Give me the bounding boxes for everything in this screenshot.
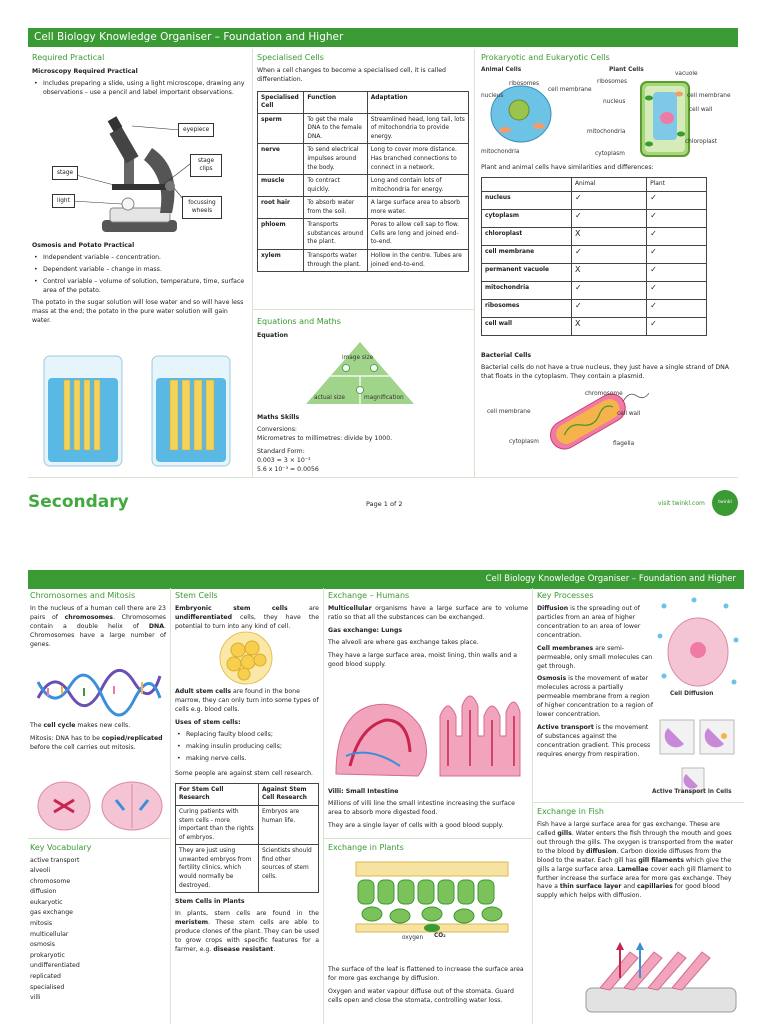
table-header: Adaptation (367, 91, 468, 113)
conversion-text: Micrometres to millimetres: divide by 1000. (257, 434, 393, 442)
table-cell: ribosomes (482, 299, 572, 317)
uses-title: Uses of stem cells: (175, 718, 241, 726)
column-divider (474, 49, 475, 477)
list-item: eukaryotic (30, 898, 63, 906)
label-co2: CO₂ (434, 933, 446, 939)
site-link[interactable]: visit twinkl.com (658, 500, 705, 507)
label-nucleus: nucleus (481, 93, 504, 99)
text-run: thin surface layer (559, 883, 622, 891)
section-heading: Prokaryotic and Eukaryotic Cells (481, 53, 610, 62)
text-run: are semi-permeable, only small molecules can get through. (537, 644, 653, 670)
microscopy-bullet: • Includes preparing a slide, using a light microscope, drawing any observations – use a pencil and label important observations. (32, 80, 247, 98)
table-cell: muscle (258, 175, 304, 197)
section-heading: Equations and Maths (257, 317, 341, 326)
triangle-top: image size (342, 355, 374, 361)
table-header: Plant (647, 177, 707, 191)
table-cell: chloroplast (482, 227, 572, 245)
table-cell: ✓ (572, 281, 647, 299)
alveoli-icon (330, 676, 526, 780)
mitosis-diagram (34, 776, 164, 834)
text-run: In plants, stem cells are found in the (175, 910, 319, 918)
bacterial-cells (481, 348, 738, 386)
specialised-cells-table (257, 91, 469, 273)
list-item: active transport (30, 856, 80, 864)
section-heading: Chromosomes and Mitosis (30, 591, 136, 600)
exchange-humans-section (328, 590, 528, 674)
triangle-right: magnification (364, 395, 404, 401)
text-run: makes new cells. (75, 722, 131, 729)
equation-label: Equation (257, 331, 288, 339)
label-stage-clips: stage clips (190, 154, 222, 177)
text-run: Lamellae (617, 865, 649, 873)
text-run: . Water enters the fish through the mouth and goes out through the gills. The oxygen is transported from the water to the blood by (537, 829, 734, 855)
table-row (258, 175, 469, 197)
text-run: Fish have a large surface area for gas exchange. These are called (537, 820, 720, 837)
label-chloroplast: chloroplast (685, 139, 717, 145)
list-item: specialised (30, 983, 65, 991)
dna-icon (34, 658, 164, 718)
list-item: diffusion (30, 888, 57, 896)
text-run: Embryonic stem cells (175, 604, 288, 612)
table-cell: To absorb water from the soil. (304, 197, 367, 219)
text-run: organisms have a large surface are to volume ratio so that all the substances can be exchanged. (328, 604, 528, 621)
table-cell: sperm (258, 113, 304, 144)
table-cell: mitochondria (482, 281, 572, 299)
list-item: replicated (30, 972, 61, 980)
text-run: DNA (148, 622, 165, 630)
active-transport-label: Active Transport in Cells (652, 789, 732, 795)
section-heading: Exchange – Humans (328, 591, 410, 600)
table-cell: Scientists should find other sources of stem cells. (258, 845, 318, 893)
table-cell: phloem (258, 219, 304, 250)
gill-diagram (580, 938, 740, 1022)
label-stage: stage (52, 166, 78, 180)
table-header: Against Stem Cell Research (258, 783, 318, 805)
column-divider (532, 588, 533, 1024)
text-run: copied/replicated (101, 734, 163, 742)
lungs-text: They have a large surface area, moist lining, thin walls and a good blood supply. (328, 651, 518, 668)
osmosis-bullet: • Control variable – volume of solution, temperature, time, surface area of the potato. (32, 278, 247, 296)
plant-cells-title: Plant Cells (609, 67, 644, 73)
osmosis-text: The potato in the sugar solution will lose water and so will have less mass at the end; the potato in the pure water solution will gain water. (32, 298, 244, 324)
maths-skills (257, 410, 469, 475)
text-run: before the cell carries out mitosis. (30, 743, 136, 751)
section-heading: Stem Cells (175, 591, 218, 600)
table-cell: ✓ (572, 191, 647, 209)
required-practical-section (32, 52, 247, 101)
table-cell: nucleus (482, 191, 572, 209)
text-run: gills (557, 829, 572, 837)
adult-stem-block (175, 688, 319, 959)
label-cell-membrane: cell membrane (687, 93, 731, 99)
text-run: capillaries (636, 883, 673, 891)
table-cell: ✓ (572, 299, 647, 317)
text-run: undifferentiated (175, 613, 233, 621)
section-divider (532, 802, 744, 803)
table-cell: To get the male DNA to the female DNA. (304, 113, 367, 144)
list-item: osmosis (30, 941, 55, 949)
chromosomes-section (30, 590, 166, 654)
text-run: disease resistant (213, 945, 274, 953)
table-cell: Streamlined head, long tail, lots of mitochondria to provide energy. (367, 113, 468, 144)
text-run: In the nucleus of a human cell there are 23 pairs of (30, 604, 166, 621)
section-heading: Specialised Cells (257, 53, 324, 62)
table-cell: ✓ (647, 191, 707, 209)
table-cell: To send electrical impulses around the body. (304, 144, 367, 175)
list-item: mitosis (30, 920, 53, 928)
table-row (258, 144, 469, 175)
text-run: Multicellular (328, 604, 372, 612)
text-run: Cell membranes (537, 644, 594, 652)
table-cell: nerve (258, 144, 304, 175)
villi-text: They are a single layer of cells with a good blood supply. (328, 821, 504, 829)
plants-text (175, 910, 319, 955)
bacterial-text: Bacterial cells do not have a true nucleus, they just have a single strand of DNA that floats in the cytoplasm. They contain a plasmid. (481, 363, 730, 380)
standard-form-line: 0.003 = 3 × 10⁻³ (257, 456, 311, 464)
list-item: • Replacing faulty blood cells; (175, 731, 319, 740)
standard-form-line: 5.6 x 10⁻³ = 0.0056 (257, 465, 319, 473)
beakers-diagram (40, 350, 240, 470)
section-divider (28, 838, 170, 839)
table-row (258, 113, 469, 144)
text-run: . Chromosomes have a large number of genes. (30, 622, 166, 648)
text-run: cover each gill filament to further increase the surface area for more gas exchange. They have a (537, 865, 732, 891)
table-cell: ✓ (647, 281, 707, 299)
column-divider (170, 588, 171, 1024)
table-cell: They are just using unwanted embryos from fertility clinics, which would normally be destroyed. (176, 845, 259, 893)
similarities-text: Plant and animal cells have similarities and differences: (481, 164, 654, 171)
villi-block (328, 784, 528, 835)
specialised-cells-section (257, 52, 469, 272)
section-heading: Exchange in Plants (328, 843, 404, 852)
label-chromosome: chromosome (585, 391, 623, 397)
text-run: Adult stem cells (175, 688, 232, 695)
triangle-left: actual size (314, 395, 345, 401)
text-run: gill filaments (638, 856, 684, 864)
text-run: is the spreading out of particles from an area of higher concentration to an area of lower concentration. (537, 604, 641, 639)
table-cell: Transports substances around the plant. (304, 219, 367, 250)
beaker-icon (40, 350, 240, 470)
table-cell: ✓ (647, 227, 707, 245)
bacteria-diagram (481, 388, 738, 458)
active-transport-text (537, 724, 655, 760)
table-cell: ✓ (647, 263, 707, 281)
villi-title: Villi: Small Intestine (328, 788, 399, 795)
page-title: Cell Biology Knowledge Organiser – Foundation and Higher (28, 28, 738, 47)
membrane-text (537, 645, 655, 672)
list-item: • making nerve cells. (175, 755, 319, 764)
label-cell-wall: cell wall (689, 107, 713, 113)
table-cell: Pores to allow cell sap to flow. Cells are long and joined end-to-end. (367, 219, 468, 250)
table-cell: Long and contain lots of mitochondria for energy. (367, 175, 468, 197)
table-row (482, 209, 707, 227)
list-item: prokaryotic (30, 951, 65, 959)
text-run: Diffusion (537, 604, 569, 612)
key-vocabulary-section (30, 842, 166, 1005)
table-header (482, 177, 572, 191)
table-cell: ✓ (572, 245, 647, 263)
label-eyepiece: eyepiece (178, 123, 214, 137)
table-cell: ✓ (647, 299, 707, 317)
alveoli-villi-diagram (330, 676, 526, 780)
fish-text (537, 821, 740, 902)
against-text: Some people are against stem cell research. (175, 769, 313, 777)
table-cell: cell wall (482, 317, 572, 335)
table-cell: X (572, 227, 647, 245)
label-ribosomes: ribosomes (509, 81, 540, 87)
page-number: Page 1 of 2 (366, 500, 403, 508)
diffusion-text (537, 605, 655, 641)
label-flagella: flagella (613, 441, 635, 447)
table-row (482, 317, 707, 335)
plants-title: Stem Cells in Plants (175, 898, 245, 906)
bacterium-icon (481, 388, 738, 458)
cells-diagram (481, 64, 738, 160)
leaf-cells-icon (352, 858, 512, 944)
cell-comparison-table (481, 177, 707, 336)
table-cell: Hollow in the centre. Tubes are joined end-to-end. (367, 250, 468, 272)
exchange-fish-section (537, 806, 740, 905)
table-cell: ✓ (572, 209, 647, 227)
section-divider (323, 838, 532, 839)
leaf-diagram (352, 858, 512, 944)
label-cytoplasm: cytoplasm (509, 439, 539, 445)
label-mitochondria: mitochondria (481, 149, 520, 155)
section-divider (252, 309, 474, 310)
embryo-diagram (214, 630, 278, 686)
osmosis-bullet: • Dependent variable – change in mass. (32, 266, 247, 275)
table-row (258, 250, 469, 272)
section-heading: Exchange in Fish (537, 807, 604, 816)
exchange-intro (328, 605, 528, 623)
table-header: For Stem Cell Research (176, 783, 259, 805)
text-run: is the movement of substances against the concentration gradient. This process requires energy from respiration. (537, 724, 651, 759)
table-row (482, 245, 707, 263)
table-cell: ✓ (647, 317, 707, 335)
twinkl-logo: twinkl (712, 490, 738, 516)
table-cell: xylem (258, 250, 304, 272)
page-title: Cell Biology Knowledge Organiser – Foundation and Higher (28, 570, 744, 589)
text-run: and (621, 883, 637, 891)
table-cell: A large surface area to absorb more water. (367, 197, 468, 219)
table-cell: root hair (258, 197, 304, 219)
label-cell-membrane: cell membrane (548, 87, 592, 93)
column-divider (323, 588, 324, 1024)
mitosis-text (30, 735, 166, 753)
text-run: meristem (175, 919, 209, 927)
table-row (176, 806, 319, 845)
label-nucleus: nucleus (603, 99, 626, 105)
embryo-icon (214, 630, 278, 686)
text-run: which give the gills a large surface area. (537, 856, 732, 873)
section-heading: Key Vocabulary (30, 843, 92, 852)
text-run: Mitosis: DNA has to be (30, 734, 102, 742)
text-run: cells, they have the potential to turn into any kind of cell. (175, 613, 319, 630)
list-item: undifferentiated (30, 962, 80, 970)
osmosis-practical-section (32, 238, 247, 330)
section-heading: Key Processes (537, 591, 594, 600)
text-run: Osmosis (537, 675, 567, 683)
label-vacuole: vacuole (675, 71, 698, 77)
cell-cycle-text (30, 722, 166, 731)
table-cell: cell membrane (482, 245, 572, 263)
osmosis-title: Osmosis and Potato Practical (32, 242, 135, 249)
chromosomes-text (30, 605, 166, 650)
microscope-diagram (32, 108, 247, 236)
text-run: . These stem cells are able to produce clones of the plant. They can be used to grow crops with specific features for a farmer, e.g. (175, 919, 319, 953)
text-run: cell cycle (43, 722, 76, 729)
adult-stem-text (175, 688, 319, 715)
page-two (0, 566, 768, 1024)
lungs-title: Gas exchange: Lungs (328, 626, 403, 634)
table-row (482, 227, 707, 245)
stem-cells-section (175, 590, 319, 636)
text-run: . Carbon dioxide diffuses from the blood to the water. Each gill has (537, 847, 722, 864)
section-heading: Required Practical (32, 53, 105, 62)
maths-skills-title: Maths Skills (257, 414, 300, 421)
exchange-plants-section (328, 842, 528, 857)
gill-icon (580, 938, 740, 1022)
microscopy-title: Microscopy Required Practical (32, 67, 138, 75)
table-row (258, 219, 469, 250)
text-run: are found in the bone marrow, they can only turn into some types of cells e.g. blood cells. (175, 688, 319, 713)
label-cell-wall: cell wall (617, 411, 641, 417)
text-run: . Chromosomes contain a double helix of (30, 613, 166, 630)
cell-diffusion-label: Cell Diffusion (670, 691, 714, 697)
animal-cells-title: Animal Cells (481, 67, 522, 73)
table-header: Specialised Cell (258, 91, 304, 113)
cell-cycle-block (30, 722, 166, 757)
stem-intro (175, 605, 319, 632)
label-cell-membrane: cell membrane (487, 409, 531, 415)
list-item: multicellular (30, 930, 69, 938)
table-cell: Long to cover more distance. Has branched connections to connect in a network. (367, 144, 468, 175)
table-cell: Curing patients with stem cells - more important than the rights of embryos. (176, 806, 259, 845)
text-run: are (287, 604, 319, 612)
text-run: for good blood supply which helps with diffusion. (537, 883, 720, 900)
label-light: light (52, 194, 75, 208)
text-run: diffusion (585, 847, 617, 855)
list-item: • making insulin producing cells; (175, 743, 319, 752)
table-cell: Embryos are human life. (258, 806, 318, 845)
text-run: is the movement of water molecules across a partially permeable membrane from a region of higher concentration to a region of lower concentration. (537, 675, 653, 719)
plants-text: Oxygen and water vapour diffuse out of the stomata. Guard cells open and close the stomata, controlling water loss. (328, 987, 514, 1004)
table-cell: permanent vacuole (482, 263, 572, 281)
table-cell: cytoplasm (482, 209, 572, 227)
dna-helix-diagram (34, 658, 164, 718)
stem-cell-table (175, 783, 319, 893)
table-row (482, 281, 707, 299)
villi-text: Millions of villi line the small intestine increasing the surface area to absorb more digested food. (328, 799, 515, 816)
table-cell: ✓ (647, 209, 707, 227)
table-header: Animal (572, 177, 647, 191)
footer-divider (28, 477, 738, 478)
column-divider (252, 49, 253, 477)
list-item: chromosome (30, 877, 71, 885)
table-row (482, 263, 707, 281)
plants-text: The surface of the leaf is flattened to increase the surface area for more gas exchange by diffusion. (328, 966, 524, 982)
cell-division-icon (34, 776, 164, 834)
table-row (176, 845, 319, 893)
label-oxygen: oxygen (402, 935, 424, 941)
text-run: Active transport (537, 724, 594, 732)
diffusion-diagram (654, 596, 744, 796)
label-cytoplasm: cytoplasm (595, 151, 625, 157)
label-focussing-wheels: focussing wheels (182, 196, 222, 219)
key-processes-section (537, 590, 655, 764)
label-ribosomes: ribosomes (597, 79, 628, 85)
table-row (482, 299, 707, 317)
text-run: . (273, 945, 276, 953)
osmosis-bullet: • Independent variable – concentration. (32, 254, 247, 263)
table-header: Function (304, 91, 367, 113)
table-cell: X (572, 317, 647, 335)
table-row (482, 191, 707, 209)
text-run: chromosomes (64, 613, 113, 621)
label-mitochondria: mitochondria (587, 129, 626, 135)
table-cell: Transports water through the plant. (304, 250, 367, 272)
table-row (258, 197, 469, 219)
vocab-list (30, 857, 166, 1004)
list-item: alveoli (30, 867, 51, 875)
standard-form-label: Standard Form: (257, 447, 305, 455)
list-item: gas exchange (30, 909, 73, 917)
brand-secondary: Secondary (28, 492, 129, 512)
table-cell: X (572, 263, 647, 281)
conversions-label: Conversions: (257, 425, 297, 433)
table-cell: To contract quickly. (304, 175, 367, 197)
list-item: villi (30, 994, 41, 1002)
table-cell: ✓ (647, 245, 707, 263)
osmosis-text (537, 675, 655, 720)
similarities-block (481, 164, 738, 336)
plants-text-block (328, 966, 528, 1010)
text-run: The (30, 722, 44, 729)
bacterial-title: Bacterial Cells (481, 352, 531, 359)
magnification-triangle (300, 338, 420, 408)
lungs-text: The alveoli are where gas exchange takes place. (328, 638, 479, 646)
specialised-intro: When a cell changes to become a specialised cell, it is called differentiation. (257, 66, 446, 83)
